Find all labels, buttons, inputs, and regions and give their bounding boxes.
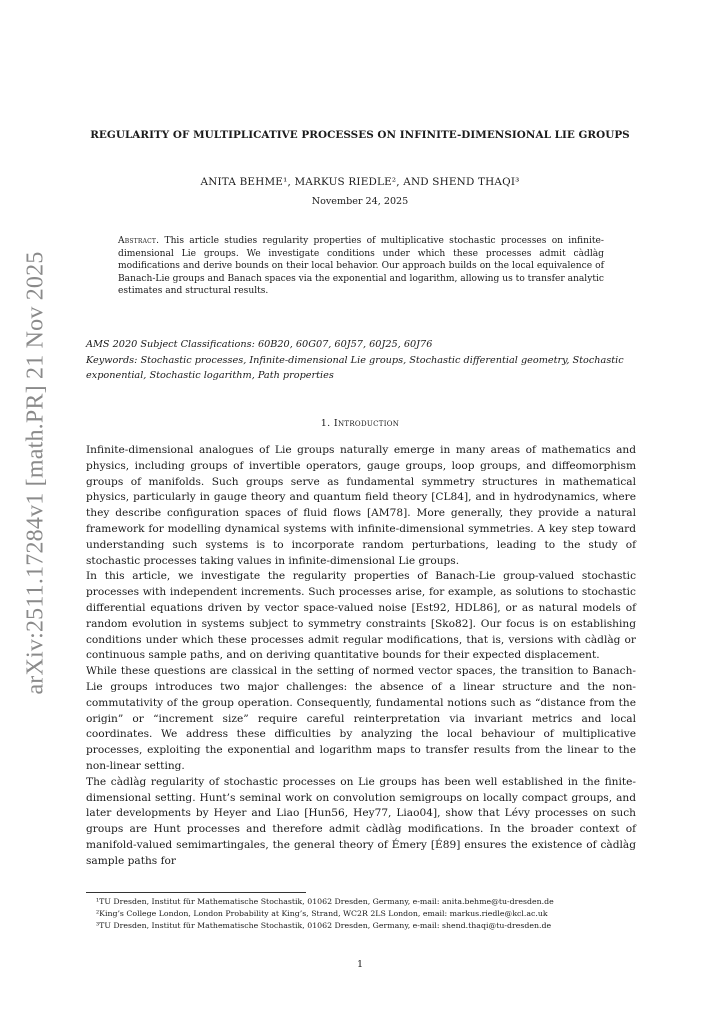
author-list: ANITA BEHME¹, MARKUS RIEDLE², AND SHEND THAQI³ xyxy=(200,176,520,188)
arxiv-identifier: arXiv:2511.17284v1 [math.PR] 21 Nov 2025 xyxy=(22,251,49,695)
footnote: ³TU Dresden, Institut für Mathematische Stochastik, 01062 Dresden, Germany, e-mail: shend.thaqi@tu-dresden.de xyxy=(96,921,552,930)
paragraph: The càdlàg regularity of stochastic processes on Lie groups has been well established in the finite-dimensional setting. Hunt’s seminal work on convolution semigroups on locally compact groups, and later developments by Heyer and Liao [Hun56, Hey77, Liao04], show that Lévy processes on such groups are Hunt processes and therefore admit càdlàg modifications. In the broader context of manifold-valued semimartingales, the general theory of Émery [É89] ensures the existence of càdlàg sample paths for xyxy=(86,775,636,867)
abstract-text: This article studies regularity properties of multiplicative stochastic processes on infinite-dimensional Lie groups. We investigate conditions under which these processes admit càdlàg modifications and derive bounds on their local behavior. Our approach builds on the local equivalence of Banach-Lie groups and Banach spaces via the exponential and logarithm, allowing us to transfer analytic estimates and structural results. xyxy=(118,236,605,297)
abstract xyxy=(118,235,604,298)
keywords: Keywords: Stochastic processes, Infinite-dimensional Lie groups, Stochastic differential geometry, Stochastic exponential, Stochastic logarithm, Path properties xyxy=(86,355,624,381)
footnote: ¹TU Dresden, Institut für Mathematische Stochastik, 01062 Dresden, Germany, e-mail: anita.behme@tu-dresden.de xyxy=(96,897,554,906)
paragraph: In this article, we investigate the regularity properties of Banach-Lie group-valued stochastic processes with independent increments. Such processes arise, for example, as solutions to stochastic differential equations driven by vector space-valued noise [Est92, HDL86], or as natural models of random evolution in systems subject to symmetry constraints [Sko82]. Our focus is on establishing conditions under which these processes admit regular modifications, that is, versions with càdlàg or continuous sample paths, and on deriving quantitative bounds for their expected displacement. xyxy=(86,570,636,662)
section-number: 1. xyxy=(320,418,331,429)
footnote-divider xyxy=(86,892,306,893)
subject-classifications: AMS 2020 Subject Classifications: 60B20, 60G07, 60J57, 60J25, 60J76 xyxy=(86,339,433,350)
section-title: Introduction xyxy=(333,418,400,429)
paragraph: Infinite-dimensional analogues of Lie groups naturally emerge in many areas of mathematics and physics, including groups of invertible operators, gauge groups, loop groups, and diffeomorphism groups of manifolds. Such groups serve as fundamental symmetry structures in mathematical physics, particularly in gauge theory and quantum field theory [CL84], and in hydrodynamics, where they describe configuration spaces of fluid flows [AM78]. More generally, they provide a natural framework for modelling dynamical systems with infinite-dimensional symmetries. A key step toward understanding such systems is to incorporate random perturbations, leading to the study of stochastic processes taking values in infinite-dimensional Lie groups. xyxy=(86,444,636,567)
paragraph: While these questions are classical in the setting of normed vector spaces, the transition to Banach-Lie groups introduces two major challenges: the absence of a linear structure and the non-commutativity of the group operation. Consequently, fundamental notions such as “distance from the origin” or “increment size” require careful reinterpretation via invariant metrics and local coordinates. We address these difficulties by analyzing the local behaviour of multiplicative processes, exploiting the exponential and logarithm maps to transfer results from the linear to the non-linear setting. xyxy=(86,665,636,772)
footnotes xyxy=(96,896,636,932)
paper-date: November 24, 2025 xyxy=(311,196,409,207)
section-heading xyxy=(60,418,660,429)
introduction-body xyxy=(86,443,636,870)
page-number: 1 xyxy=(356,959,364,970)
paper-title: REGULARITY OF MULTIPLICATIVE PROCESSES ON INFINITE-DIMENSIONAL LIE GROUPS xyxy=(90,129,630,141)
abstract-label: Abstract. xyxy=(118,236,160,246)
footnote: ²King’s College London, London Probability at King’s, Strand, WC2R 2LS London, email: markus.riedle@kcl.ac.uk xyxy=(96,909,548,918)
